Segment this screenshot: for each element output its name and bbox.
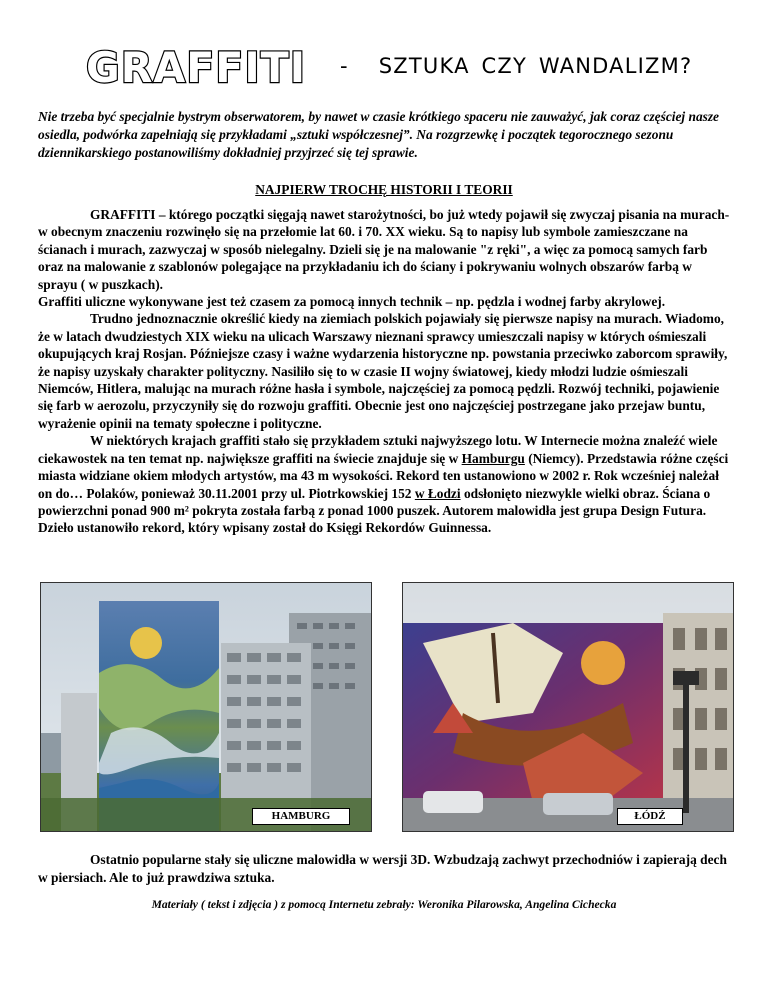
records-text-a: W niektórych krajach graffiti stało się przykładem sztuki najwyższego lotu. W Internecie można znaleźć wiele ciekawostek na ten temat np. największe graffiti na świecie znajduje się w [38,433,718,466]
paragraph-techniques: Graffiti uliczne wykonywane jest też czasem za pomocą innych technik – np. pędzla i wodnej farby akrylowej. [38,294,666,310]
lodz-caption: ŁÓDŹ [617,808,683,825]
article-body [38,206,732,537]
svg-text:GRAFFITI: GRAFFITI [86,43,306,90]
hamburg-link[interactable]: Hamburgu [461,450,525,466]
graffiti-logo [82,42,310,90]
records-text-b: (Niemcy). Przedstawia różne części miasta widziane okiem młodych artystów, ma 43 m wysokości. Rekord ten ustanowiono w 2002 r. Rok wcześniej należał on do… Polaków, ponieważ 30.11.2001 przy ul. Piotrkowskiej 152 [38,450,729,501]
hamburg-caption: HAMBURG [252,808,350,825]
page-header [82,42,702,92]
paragraph-definition: GRAFFITI – którego początki sięgają nawet starożytności, bo już wtedy pojawił się zwyczaj pisania na murach- w obecnym znaczeniu rozwinęło się na przełomie lat 60. i 70. XX wieku. Są to napisy lub symbole zamieszczane na ścianach i murach, zazwyczaj w sposób nielegalny. Dzieli się je na malowanie "z ręki", a więc za pomocą samych farb oraz na malowanie z szablonów polegające na przykładaniu ich do ściany i pokrywaniu wolnych obszarów farbą w sprayu ( w puszkach). [38,207,730,292]
closing-paragraph [38,851,732,887]
title-separator: - [340,54,349,78]
lodz-mural-image [403,583,733,831]
intro-paragraph: Nie trzeba być specjalnie bystrym obserwatorem, by nawet w czasie krótkiego spaceru nie zauważyć, jak coraz częściej nasze osiedla, podwórka zapełniają się przykładami „sztuki współczesnej”. Na rozgrzewkę i początek tegorocznego sezonu dziennikarskiego postanowiliśmy dokładniej przyjrzeć się tej sprawie. [38,109,720,160]
paragraph-records [38,432,732,536]
page-title [340,54,692,78]
closing-text: Ostatnio popularne stały się uliczne malowidła w wersji 3D. Wzbudzają zachwyt przechodniów i zapierają dech w piersiach. Ale to już prawdziwa sztuka. [38,852,727,885]
records-text-c: odsłonięto niezwykle wielki obraz. Ściana o powierzchni ponad 900 m² pokryta została farbą z ponad 1000 puszek. Autorem malowidła jest grupa Design Futura. Dzieło ustanowiło rekord, który wpisany został do Księgi Rekordów Guinnessa. [38,485,711,536]
title-text: SZTUKA CZY WANDALIZM? [378,54,693,78]
hamburg-photo [40,582,372,832]
lodz-link[interactable]: w Łodzi [414,485,461,501]
paragraph-history: Trudno jednoznacznie określić kiedy na ziemiach polskich pojawiały się pierwsze napisy na murach. Wiadomo, że w latach dwudziestych XIX wieku na ulicach Warszawy nieznani sprawcy umieszczali napisy w których ośmieszali okupujących kraj Rosjan. Późniejsze czasy i ważne wydarzenia historyczne np. powstania przeciwko zaborcom sprawiły, że napisy uzyskały charakter polityczny. Nasiliło się to w czasie II wojny światowej, kiedy młodzi ludzie ośmieszali Niemców, Hitlera, malując na murach różne hasła i symbole, najczęściej za pomocą pędzli. Rozwój techniki, pojawienie się farb w aerozolu, przyczyniły się do rozwoju graffiti. Obecnie jest ono najczęściej postrzegane jako przejaw buntu, wyrażenie opinii na tematy społeczne i polityczne. [38,311,728,431]
section-heading: NAJPIERW TROCHĘ HISTORII I TEORII [255,182,513,197]
credits-line: Materiały ( tekst i zdjęcia ) z pomocą Internetu zebrały: Weronika Pilarowska, Angelina Cichecka [151,898,617,911]
hamburg-mural-image [41,583,371,831]
lodz-photo [402,582,734,832]
